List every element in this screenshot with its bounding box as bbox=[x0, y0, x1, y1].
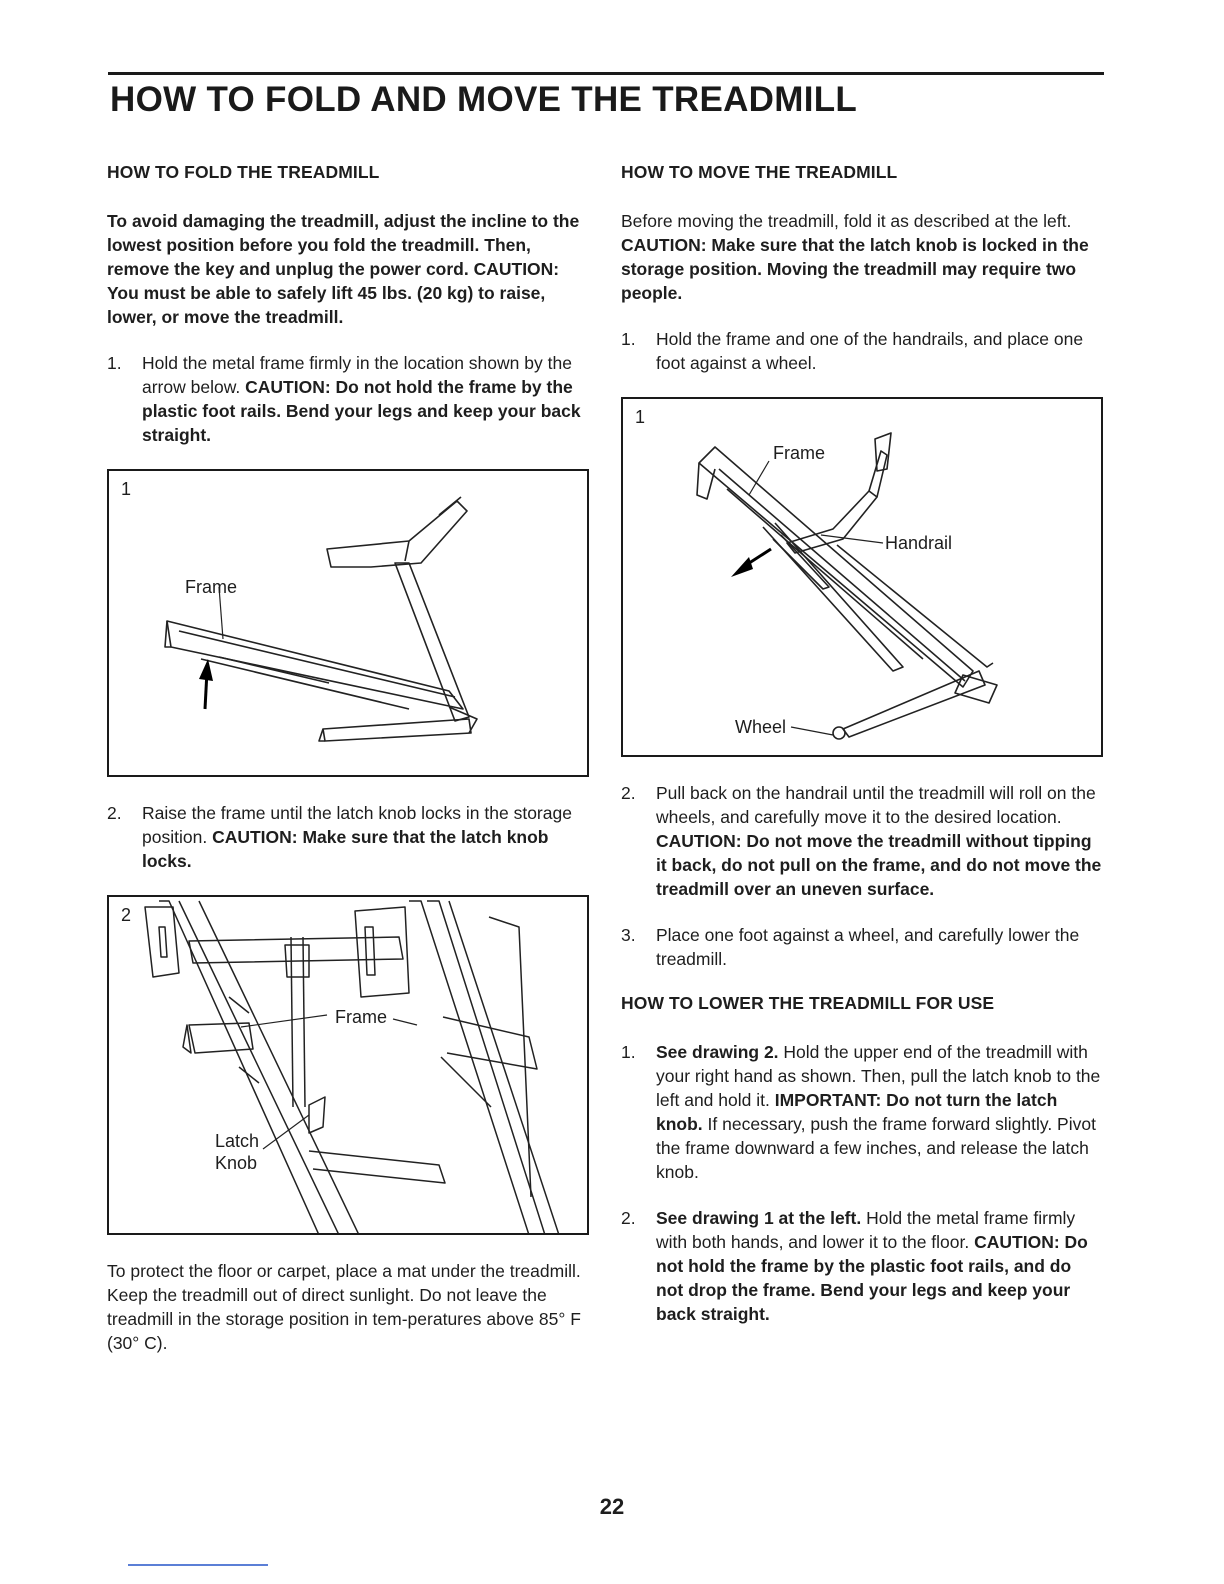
treadmill-folded-illustration bbox=[623, 399, 1103, 757]
step-number: 1. bbox=[621, 1042, 636, 1062]
step-instruction: Hold the upper end of the treadmill with your right hand as shown. Then, pull the latch knob to the left and hold it. bbox=[656, 1042, 1101, 1110]
step-instruction-2: If necessary, push the frame forward slightly. Pivot the frame downward a few inches, and release the latch knob. bbox=[656, 1114, 1096, 1182]
fold-step-1 bbox=[107, 351, 589, 447]
figure-number: 1 bbox=[635, 407, 646, 427]
figure-number: 1 bbox=[121, 479, 132, 499]
step-text bbox=[656, 1040, 1103, 1184]
latch-knob-closeup-illustration bbox=[109, 897, 589, 1235]
page-number: 22 bbox=[599, 1494, 625, 1519]
step-text: Hold the frame and one of the handrails, and place one foot against a wheel. bbox=[656, 329, 1084, 373]
move-intro-text: Before moving the treadmill, fold it as described at the left. bbox=[621, 211, 1072, 231]
step-caution: CAUTION: Do not move the treadmill without tipping it back, do not pull on the frame, and do not move the treadmill over an uneven surface. bbox=[656, 831, 1102, 899]
step-instruction: Raise the frame until the latch knob locks in the storage position. bbox=[142, 803, 572, 847]
figure-number: 2 bbox=[121, 905, 132, 925]
step-caution: CAUTION: Make sure that the latch knob locks. bbox=[142, 827, 549, 871]
step-instruction: Hold the metal frame firmly in the location shown by the arrow below. bbox=[142, 353, 572, 397]
move-heading: HOW TO MOVE THE TREADMILL bbox=[621, 162, 898, 182]
step-text: Place one foot against a wheel, and carefully lower the treadmill. bbox=[656, 925, 1080, 969]
fold-intro: To avoid damaging the treadmill, adjust the incline to the lowest position before you fold the treadmill. Then, remove the key and unplug the power cord. CAUTION: You must be able to safely lift 45 lbs. (20 kg) to raise, lower, or move the treadmill. bbox=[107, 211, 580, 327]
step-text bbox=[142, 801, 589, 873]
title-rule bbox=[108, 72, 1104, 75]
fold-closing-note: To protect the floor or carpet, place a mat under the treadmill. Keep the treadmill out of direct sunlight. Do not leave the treadmill in the storage position in tem-peratures above 85° F (30° C). bbox=[107, 1261, 581, 1353]
step-number: 3. bbox=[621, 925, 636, 945]
step-text bbox=[656, 1206, 1103, 1326]
step-instruction: Hold the metal frame firmly with both hands, and lower it to the floor. bbox=[656, 1208, 1076, 1252]
step-caution: CAUTION: Do not hold the frame by the plastic foot rails, and do not drop the frame. Bend your legs and keep your back straight. bbox=[656, 1232, 1088, 1324]
fold-figure-1 bbox=[107, 469, 589, 777]
fold-step-2 bbox=[107, 801, 589, 873]
step-text bbox=[142, 351, 589, 447]
label-handrail: Handrail bbox=[885, 533, 953, 553]
step-number: 2. bbox=[621, 783, 636, 803]
step-instruction: Pull back on the handrail until the treadmill will roll on the wheels, and carefully move it to the desired location. bbox=[656, 783, 1096, 827]
step-important: IMPORTANT: Do not turn the latch knob. bbox=[656, 1090, 1058, 1134]
page-title: HOW TO FOLD AND MOVE THE TREADMILL bbox=[110, 80, 858, 119]
step-number: 1. bbox=[107, 353, 122, 373]
treadmill-lowered-illustration bbox=[109, 471, 589, 777]
label-latch: Latch bbox=[215, 1131, 260, 1151]
move-step-2 bbox=[621, 781, 1103, 901]
lower-step-2 bbox=[621, 1206, 1103, 1326]
left-column bbox=[107, 162, 589, 1377]
move-step-3 bbox=[621, 923, 1103, 971]
move-intro-caution: CAUTION: Make sure that the latch knob is locked in the storage position. Moving the treadmill may require two people. bbox=[621, 235, 1089, 303]
move-figure-1 bbox=[621, 397, 1103, 757]
move-intro bbox=[621, 209, 1103, 305]
step-number: 1. bbox=[621, 329, 636, 349]
label-frame: Frame bbox=[185, 577, 238, 597]
label-wheel: Wheel bbox=[735, 717, 787, 737]
fold-figure-2 bbox=[107, 895, 589, 1235]
label-knob: Knob bbox=[215, 1153, 258, 1173]
step-lead: See drawing 1 at the left. bbox=[656, 1208, 862, 1228]
lower-step-1 bbox=[621, 1040, 1103, 1184]
right-column bbox=[621, 162, 1103, 1348]
step-text bbox=[656, 781, 1103, 901]
lower-heading: HOW TO LOWER THE TREADMILL FOR USE bbox=[621, 993, 995, 1013]
step-number: 2. bbox=[621, 1208, 636, 1228]
step-number: 2. bbox=[107, 803, 122, 823]
fold-heading: HOW TO FOLD THE TREADMILL bbox=[107, 162, 380, 182]
label-frame: Frame bbox=[773, 443, 826, 463]
footer-line bbox=[128, 1564, 268, 1566]
label-frame: Frame bbox=[335, 1007, 388, 1027]
move-step-1 bbox=[621, 327, 1103, 375]
step-caution: CAUTION: Do not hold the frame by the plastic foot rails. Bend your legs and keep your back straight. bbox=[142, 377, 581, 445]
step-lead: See drawing 2. bbox=[656, 1042, 779, 1062]
